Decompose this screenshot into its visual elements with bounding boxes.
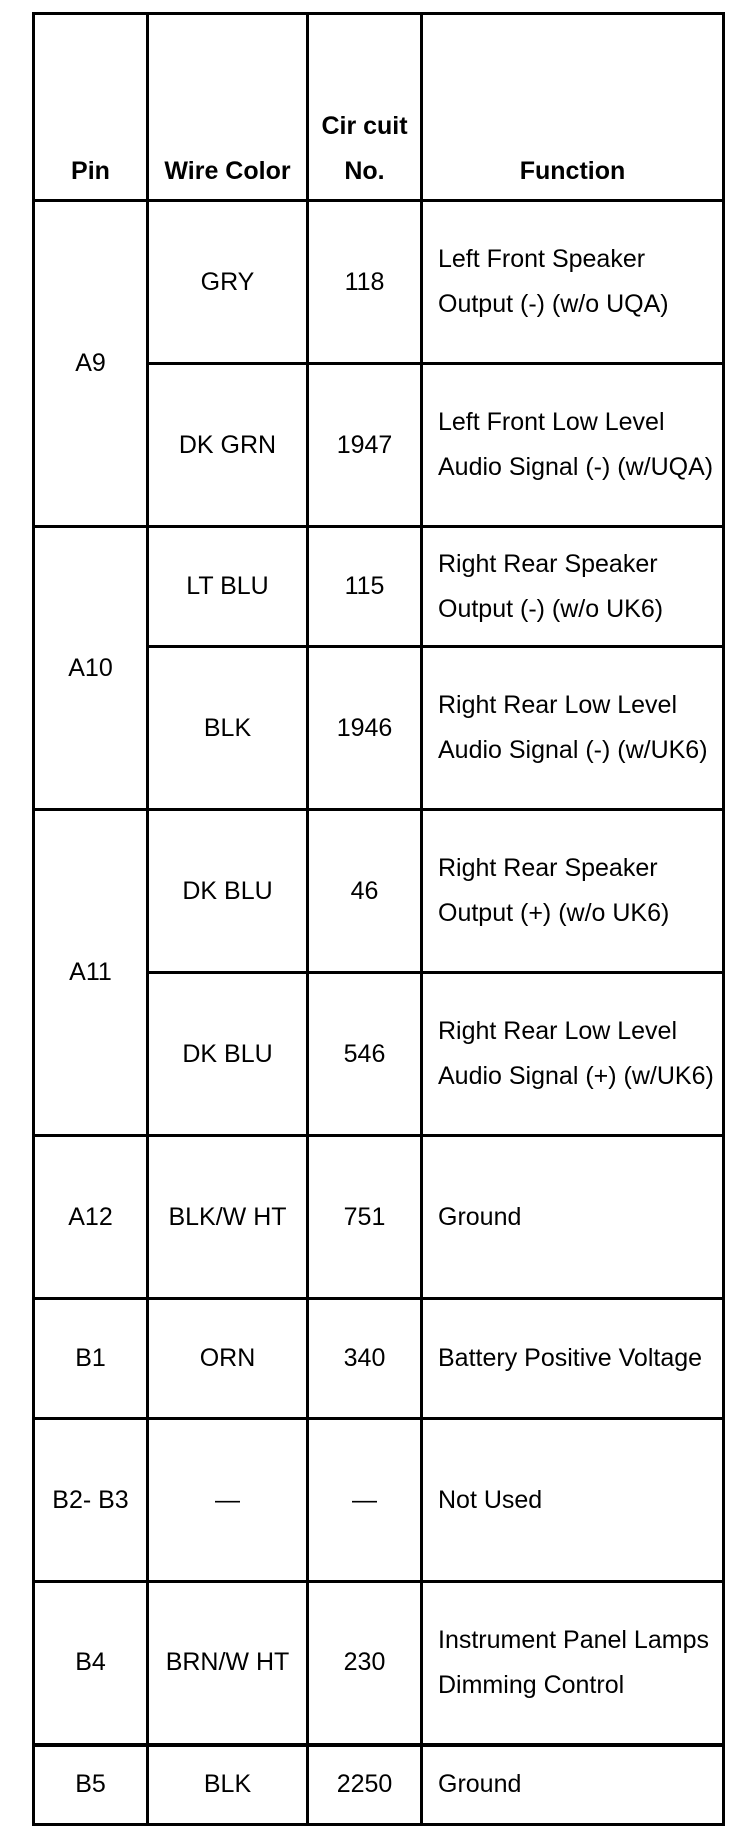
function-cell: Right Rear Low Level Audio Signal (+) (w/UK6) xyxy=(422,973,724,1136)
header-row xyxy=(34,14,724,201)
wire-color-cell: ORN xyxy=(148,1299,308,1419)
wire-color-cell: BLK xyxy=(148,647,308,810)
function-cell: Right Rear Low Level Audio Signal (-) (w/UK6) xyxy=(422,647,724,810)
wire-color-cell: DK BLU xyxy=(148,973,308,1136)
circuit-number-cell: 751 xyxy=(308,1136,422,1299)
function-cell: Right Rear Speaker Output (-) (w/o UK6) xyxy=(422,527,724,647)
function-cell: Right Rear Speaker Output (+) (w/o UK6) xyxy=(422,810,724,973)
table-row xyxy=(34,1136,724,1299)
function-cell: Left Front Speaker Output (-) (w/o UQA) xyxy=(422,201,724,364)
wire-color-cell: BRN/W HT xyxy=(148,1582,308,1745)
function-cell: Ground xyxy=(422,1136,724,1299)
wire-color-cell: LT BLU xyxy=(148,527,308,647)
header-wire-color: Wire Color xyxy=(148,14,308,201)
function-cell: Not Used xyxy=(422,1419,724,1582)
pin-cell: B5 xyxy=(34,1745,148,1825)
table-row xyxy=(34,1299,724,1419)
circuit-number-cell: 230 xyxy=(308,1582,422,1745)
table-row xyxy=(34,1582,724,1745)
pin-cell: B2- B3 xyxy=(34,1419,148,1582)
circuit-number-cell: 46 xyxy=(308,810,422,973)
circuit-number-cell: 115 xyxy=(308,527,422,647)
circuit-number-cell: 546 xyxy=(308,973,422,1136)
wire-color-cell: DK BLU xyxy=(148,810,308,973)
table-row xyxy=(34,201,724,364)
pin-cell: A12 xyxy=(34,1136,148,1299)
function-cell: Left Front Low Level Audio Signal (-) (w/UQA) xyxy=(422,364,724,527)
function-cell: Battery Positive Voltage xyxy=(422,1299,724,1419)
wire-color-cell: GRY xyxy=(148,201,308,364)
function-cell: Ground xyxy=(422,1745,724,1825)
header-circuit-no: Cir cuit No. xyxy=(308,14,422,201)
wire-color-cell: BLK xyxy=(148,1745,308,1825)
circuit-number-cell: 2250 xyxy=(308,1745,422,1825)
pin-cell: B4 xyxy=(34,1582,148,1745)
table-row xyxy=(34,810,724,973)
wire-color-cell: DK GRN xyxy=(148,364,308,527)
function-cell: Instrument Panel Lamps Dimming Control xyxy=(422,1582,724,1745)
table-row xyxy=(34,527,724,647)
circuit-number-cell: 1946 xyxy=(308,647,422,810)
pin-cell: A9 xyxy=(34,201,148,527)
table-row xyxy=(34,1745,724,1825)
header-function: Function xyxy=(422,14,724,201)
pin-cell: A10 xyxy=(34,527,148,810)
wire-color-cell: BLK/W HT xyxy=(148,1136,308,1299)
pin-cell: A11 xyxy=(34,810,148,1136)
circuit-number-cell: 118 xyxy=(308,201,422,364)
connector-pinout-table xyxy=(32,12,725,1826)
header-pin: Pin xyxy=(34,14,148,201)
circuit-number-cell: — xyxy=(308,1419,422,1582)
table-row xyxy=(34,1419,724,1582)
circuit-number-cell: 340 xyxy=(308,1299,422,1419)
wire-color-cell: — xyxy=(148,1419,308,1582)
pin-cell: B1 xyxy=(34,1299,148,1419)
circuit-number-cell: 1947 xyxy=(308,364,422,527)
